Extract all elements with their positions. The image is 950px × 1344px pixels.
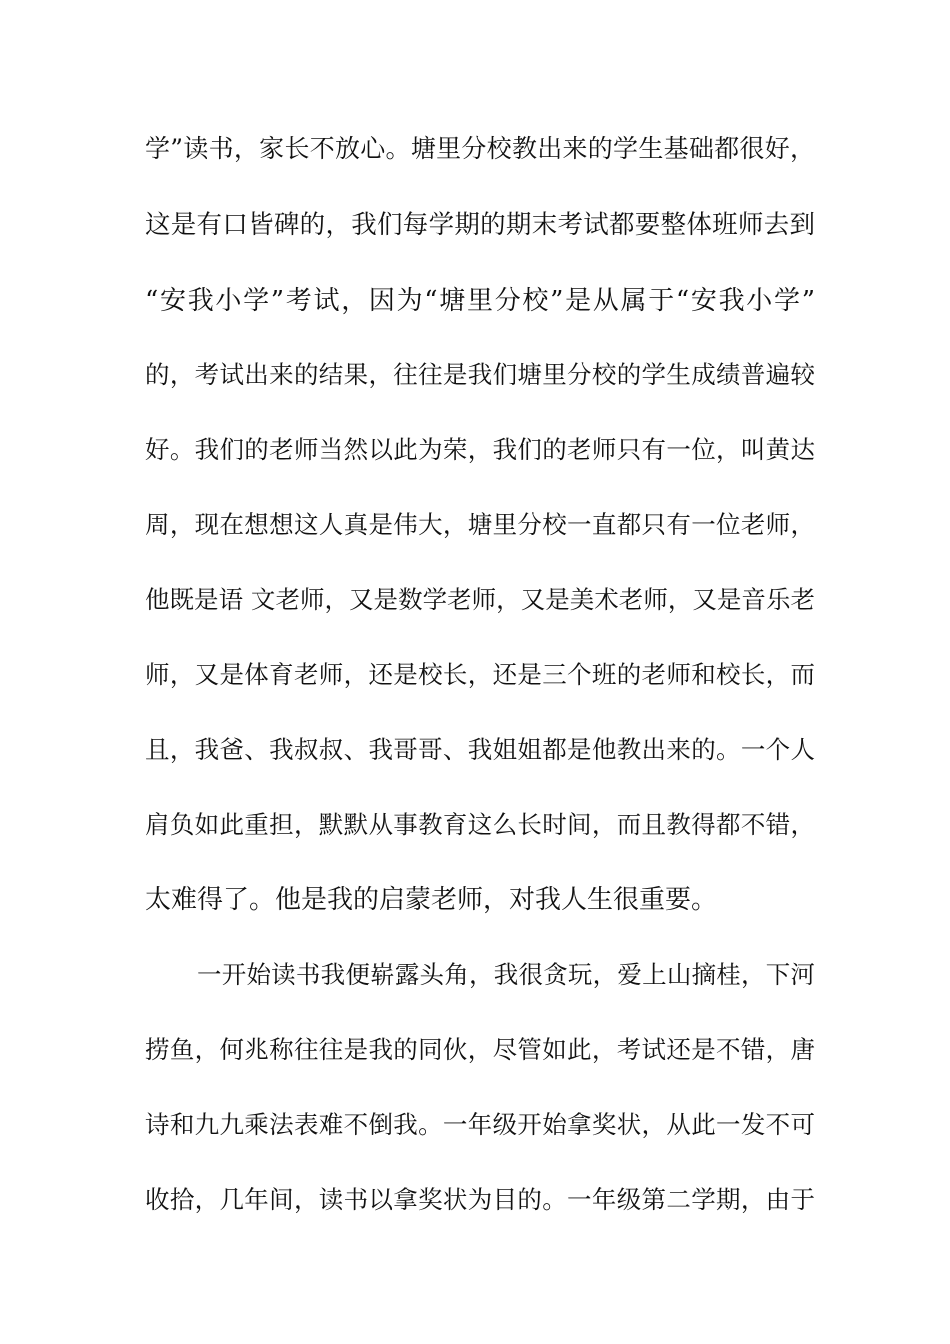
text-line-2: 这是有口皆碑的，我们每学期的期末考试都要整体班师去到 [145, 210, 815, 240]
text-line-14: 诗和九九乘法表难不倒我。一年级开始拿奖状，从此一发不可 [145, 1110, 815, 1139]
text-line-10: 肩负如此重担，默默从事教育这么长时间，而且教得都不错， [145, 810, 815, 839]
text-line-9: 且，我爸、我叔叔、我哥哥、我姐姐都是他教出来的。一个人 [145, 735, 815, 764]
text-line-12: 一开始读书我便崭露头角，我很贪玩，爱上山摘桂，下河 [197, 960, 815, 989]
text-line-11: 太难得了。他是我的启蒙老师，对我人生很重要。 [145, 885, 718, 915]
text-line-6: 周，现在想想这人真是伟大，塘里分校一直都只有一位老师， [145, 510, 815, 539]
text-line-7: 他既是语 文老师，又是数学老师，又是美术老师，又是音乐老 [145, 585, 815, 614]
text-line-15: 收拾，几年间，读书以拿奖状为目的。一年级第二学期，由于 [145, 1185, 815, 1214]
text-line-3: “安我小学”考试，因为“塘里分校”是从属于“安我小学” [145, 286, 815, 316]
text-line-5: 好。我们的老师当然以此为荣，我们的老师只有一位，叫黄达 [145, 435, 815, 464]
text-line-4: 的，考试出来的结果，往往是我们塘里分校的学生成绩普遍较 [145, 360, 815, 389]
text-line-13: 捞鱼，何兆称往往是我的同伙，尽管如此，考试还是不错，唐 [145, 1035, 815, 1064]
text-line-8: 师，又是体育老师，还是校长，还是三个班的老师和校长，而 [145, 660, 815, 689]
text-line-1: 学”读书，家长不放心。塘里分校教出来的学生基础都很好， [145, 134, 815, 163]
